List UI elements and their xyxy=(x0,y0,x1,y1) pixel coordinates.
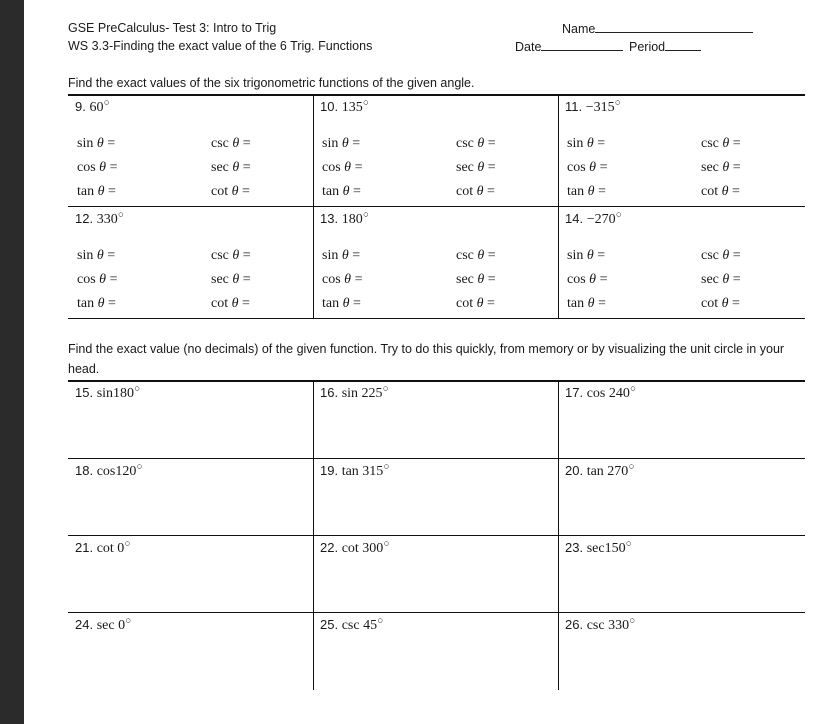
theta-symbol: θ xyxy=(344,272,352,287)
theta-italic xyxy=(344,160,351,175)
theta-italic xyxy=(722,184,729,199)
theta-symbol: θ xyxy=(232,160,240,175)
theta-symbol: θ xyxy=(341,248,349,263)
section2-instruction: Find the exact value (no decimals) of the given function. Try to do this quickly, from memory or by visualizing the unit circle in your head. xyxy=(68,342,785,376)
function-expression: cos120 xyxy=(96,464,137,479)
degree-symbol: ○ xyxy=(125,615,132,627)
theta-symbol: θ xyxy=(342,184,350,199)
function-problem[interactable] xyxy=(565,385,636,402)
theta-symbol: θ xyxy=(97,296,105,311)
problem-label xyxy=(320,99,369,116)
angle-value: 330 xyxy=(96,212,118,227)
function-name: csc xyxy=(456,248,474,263)
equals-sign: = xyxy=(242,248,251,263)
equals-sign: = xyxy=(597,248,606,263)
equals-sign: = xyxy=(108,184,116,199)
function-name: csc xyxy=(701,248,719,263)
theta-symbol: θ xyxy=(477,160,485,175)
equals-sign: = xyxy=(353,184,361,199)
function-name: tan xyxy=(322,184,340,199)
theta-italic xyxy=(342,248,349,263)
function-name: sin xyxy=(77,248,94,263)
equals-sign: = xyxy=(487,296,495,311)
theta-symbol: θ xyxy=(232,272,240,287)
theta-symbol: θ xyxy=(722,160,730,175)
theta-italic xyxy=(98,296,105,311)
theta-italic xyxy=(232,296,239,311)
equals-sign: = xyxy=(109,272,118,287)
course-title: GSE PreCalculus- Test 3: Intro to Trig xyxy=(68,21,277,35)
problem-number: 22. xyxy=(320,540,339,555)
function-problem[interactable] xyxy=(75,540,130,557)
equals-sign: = xyxy=(108,296,116,311)
grid-rule xyxy=(68,318,805,319)
function-name: sin xyxy=(322,248,339,263)
theta-italic xyxy=(232,136,239,151)
grid-rule xyxy=(68,94,805,96)
theta-italic xyxy=(722,160,729,175)
section1-instruction: Find the exact values of the six trigonometric functions of the given angle. xyxy=(68,76,475,90)
function-expression: cos 240 xyxy=(586,386,630,401)
theta-symbol: θ xyxy=(232,136,240,151)
problem-number: 24. xyxy=(75,617,94,632)
theta-italic xyxy=(343,296,350,311)
cos-answer-field[interactable] xyxy=(567,160,607,176)
degree-symbol: ○ xyxy=(362,97,369,109)
worksheet-title: WS 3.3-Finding the exact value of the 6 Trig. Functions xyxy=(68,39,373,53)
equals-sign: = xyxy=(242,272,251,287)
degree-symbol: ○ xyxy=(134,383,141,395)
function-name: tan xyxy=(322,296,340,311)
sin-answer-field[interactable] xyxy=(322,248,360,264)
problem-number: 18. xyxy=(75,463,94,478)
tan-answer-field[interactable] xyxy=(77,184,116,200)
theta-italic xyxy=(589,272,596,287)
theta-symbol: θ xyxy=(721,184,729,199)
period-blank[interactable] xyxy=(665,39,701,51)
function-expression: tan 270 xyxy=(586,464,629,479)
name-field[interactable] xyxy=(562,21,753,37)
theta-italic xyxy=(722,248,729,263)
function-name: sec xyxy=(211,160,229,175)
degree-symbol: ○ xyxy=(383,538,390,550)
function-name: tan xyxy=(77,296,95,311)
theta-symbol: θ xyxy=(722,136,730,151)
function-expression: sin180 xyxy=(96,386,135,401)
equals-sign: = xyxy=(732,160,741,175)
period-field[interactable] xyxy=(629,39,701,55)
equals-sign: = xyxy=(599,160,608,175)
date-blank[interactable] xyxy=(541,39,623,51)
theta-italic xyxy=(342,136,349,151)
equals-sign: = xyxy=(597,136,606,151)
theta-italic xyxy=(477,272,484,287)
left-dark-border xyxy=(0,0,24,724)
problem-number: 13. xyxy=(320,211,339,226)
degree-symbol: ○ xyxy=(383,461,390,473)
function-expression: csc 45 xyxy=(341,618,378,633)
degree-symbol: ○ xyxy=(103,97,110,109)
function-name: csc xyxy=(211,136,229,151)
problem-number: 15. xyxy=(75,385,94,400)
equals-sign: = xyxy=(242,136,251,151)
problem-number: 17. xyxy=(565,385,584,400)
equals-sign: = xyxy=(487,272,496,287)
problem-number: 26. xyxy=(565,617,584,632)
problem-number: 21. xyxy=(75,540,94,555)
degree-symbol: ○ xyxy=(136,461,143,473)
csc-answer-field[interactable] xyxy=(456,136,496,152)
function-name: cos xyxy=(567,160,586,175)
equals-sign: = xyxy=(598,296,606,311)
cot-answer-field[interactable] xyxy=(211,296,250,312)
function-name: cot xyxy=(456,184,474,199)
equals-sign: = xyxy=(598,184,606,199)
problem-number: 20. xyxy=(565,463,584,478)
degree-symbol: ○ xyxy=(362,209,369,221)
equals-sign: = xyxy=(487,160,496,175)
equals-sign: = xyxy=(487,136,496,151)
problem-number: 12. xyxy=(75,211,94,226)
problem-number: 10. xyxy=(320,99,339,114)
theta-symbol: θ xyxy=(99,160,107,175)
angle-value: 60 xyxy=(89,100,104,115)
theta-italic xyxy=(344,272,351,287)
theta-italic xyxy=(587,248,594,263)
problem-number: 11. xyxy=(565,99,583,114)
function-expression: cot 0 xyxy=(96,541,125,556)
grid-rule xyxy=(68,535,805,536)
sin-answer-field[interactable] xyxy=(77,248,115,264)
function-name: sec xyxy=(456,160,474,175)
csc-answer-field[interactable] xyxy=(211,136,251,152)
cos-answer-field[interactable] xyxy=(77,160,117,176)
theta-italic xyxy=(99,160,106,175)
degree-symbol: ○ xyxy=(614,97,621,109)
sec-answer-field[interactable] xyxy=(701,160,741,176)
theta-symbol: θ xyxy=(231,184,239,199)
tan-answer-field[interactable] xyxy=(77,296,116,312)
theta-italic xyxy=(232,248,239,263)
equals-sign: = xyxy=(354,160,363,175)
equals-sign: = xyxy=(732,248,741,263)
function-name: cos xyxy=(77,160,96,175)
theta-symbol: θ xyxy=(97,184,105,199)
theta-symbol: θ xyxy=(342,296,350,311)
theta-italic xyxy=(232,160,239,175)
theta-italic xyxy=(232,272,239,287)
cos-answer-field[interactable] xyxy=(77,272,117,288)
problem-label xyxy=(320,211,369,228)
function-problem[interactable] xyxy=(75,617,131,634)
equals-sign: = xyxy=(599,272,608,287)
sin-answer-field[interactable] xyxy=(567,248,605,264)
theta-italic xyxy=(588,296,595,311)
grid-divider xyxy=(558,380,559,690)
theta-italic xyxy=(98,184,105,199)
theta-symbol: θ xyxy=(231,296,239,311)
equals-sign: = xyxy=(354,272,363,287)
equals-sign: = xyxy=(242,160,251,175)
function-name: cot xyxy=(701,296,719,311)
degree-symbol: ○ xyxy=(625,538,632,550)
equals-sign: = xyxy=(487,248,496,263)
theta-symbol: θ xyxy=(586,136,594,151)
function-name: csc xyxy=(456,136,474,151)
angle-value: −270 xyxy=(586,212,616,227)
function-name: csc xyxy=(211,248,229,263)
theta-italic xyxy=(722,296,729,311)
grid-divider xyxy=(313,94,314,318)
theta-symbol: θ xyxy=(99,272,107,287)
name-blank[interactable] xyxy=(595,21,753,33)
problem-number: 9. xyxy=(75,99,86,114)
theta-italic xyxy=(343,184,350,199)
function-name: cos xyxy=(567,272,586,287)
theta-symbol: θ xyxy=(589,272,597,287)
theta-italic xyxy=(589,160,596,175)
function-problem[interactable] xyxy=(320,385,389,402)
degree-symbol: ○ xyxy=(124,538,131,550)
equals-sign: = xyxy=(732,272,741,287)
csc-answer-field[interactable] xyxy=(456,248,496,264)
theta-italic xyxy=(722,272,729,287)
function-name: cot xyxy=(211,296,229,311)
date-field[interactable] xyxy=(515,39,623,55)
function-name: sin xyxy=(77,136,94,151)
function-problem[interactable] xyxy=(565,540,632,557)
degree-symbol: ○ xyxy=(117,209,124,221)
theta-italic xyxy=(587,136,594,151)
problem-label xyxy=(75,211,124,228)
degree-symbol: ○ xyxy=(382,383,389,395)
problem-number: 25. xyxy=(320,617,339,632)
angle-value: 135 xyxy=(341,100,363,115)
cot-answer-field[interactable] xyxy=(701,184,740,200)
function-name: csc xyxy=(701,136,719,151)
function-name: tan xyxy=(567,184,585,199)
theta-symbol: θ xyxy=(587,296,595,311)
csc-answer-field[interactable] xyxy=(701,248,741,264)
problem-label xyxy=(565,211,622,228)
problem-number: 14. xyxy=(565,211,584,226)
sec-answer-field[interactable] xyxy=(456,272,496,288)
function-expression: sec150 xyxy=(586,541,626,556)
theta-italic xyxy=(477,296,484,311)
cot-answer-field[interactable] xyxy=(456,184,495,200)
function-name: tan xyxy=(77,184,95,199)
cos-answer-field[interactable] xyxy=(322,272,362,288)
function-name: cos xyxy=(322,272,341,287)
theta-symbol: θ xyxy=(477,248,485,263)
problem-number: 16. xyxy=(320,385,339,400)
theta-symbol: θ xyxy=(477,136,485,151)
degree-symbol: ○ xyxy=(628,461,635,473)
theta-italic xyxy=(477,136,484,151)
function-expression: sin 225 xyxy=(341,386,383,401)
date-label: Date xyxy=(515,40,542,54)
tan-answer-field[interactable] xyxy=(322,184,361,200)
angle-value: 180 xyxy=(341,212,363,227)
function-expression: csc 330 xyxy=(586,618,630,633)
tan-answer-field[interactable] xyxy=(567,296,606,312)
sin-answer-field[interactable] xyxy=(322,136,360,152)
cot-answer-field[interactable] xyxy=(211,184,250,200)
theta-italic xyxy=(99,272,106,287)
problem-number: 23. xyxy=(565,540,584,555)
cot-answer-field[interactable] xyxy=(701,296,740,312)
angle-value: −315 xyxy=(585,100,615,115)
function-problem[interactable] xyxy=(320,463,389,480)
function-name: sec xyxy=(701,272,719,287)
equals-sign: = xyxy=(107,136,116,151)
theta-symbol: θ xyxy=(96,136,104,151)
function-name: tan xyxy=(567,296,585,311)
function-expression: cot 300 xyxy=(341,541,384,556)
equals-sign: = xyxy=(732,136,741,151)
csc-answer-field[interactable] xyxy=(701,136,741,152)
theta-italic xyxy=(97,136,104,151)
tan-answer-field[interactable] xyxy=(322,296,361,312)
grid-divider xyxy=(558,94,559,318)
function-name: cos xyxy=(77,272,96,287)
sec-answer-field[interactable] xyxy=(456,160,496,176)
function-problem[interactable] xyxy=(75,385,140,402)
equals-sign: = xyxy=(487,184,495,199)
degree-symbol: ○ xyxy=(629,383,636,395)
equals-sign: = xyxy=(732,296,740,311)
sin-answer-field[interactable] xyxy=(567,136,605,152)
sec-answer-field[interactable] xyxy=(701,272,741,288)
function-name: sec xyxy=(456,272,474,287)
theta-symbol: θ xyxy=(722,272,730,287)
csc-answer-field[interactable] xyxy=(211,248,251,264)
grid-divider xyxy=(313,380,314,690)
sec-answer-field[interactable] xyxy=(211,160,251,176)
degree-symbol: ○ xyxy=(615,209,622,221)
problem-number: 19. xyxy=(320,463,339,478)
degree-symbol: ○ xyxy=(377,615,384,627)
theta-symbol: θ xyxy=(96,248,104,263)
theta-symbol: θ xyxy=(722,248,730,263)
theta-symbol: θ xyxy=(587,184,595,199)
function-problem[interactable] xyxy=(75,463,142,480)
function-name: sin xyxy=(567,136,584,151)
theta-symbol: θ xyxy=(232,248,240,263)
theta-italic xyxy=(722,136,729,151)
theta-italic xyxy=(477,248,484,263)
equals-sign: = xyxy=(732,184,740,199)
function-problem[interactable] xyxy=(320,617,383,634)
function-problem[interactable] xyxy=(565,463,634,480)
theta-italic xyxy=(97,248,104,263)
function-name: cot xyxy=(456,296,474,311)
function-name: cot xyxy=(211,184,229,199)
sec-answer-field[interactable] xyxy=(211,272,251,288)
theta-symbol: θ xyxy=(344,160,352,175)
function-problem[interactable] xyxy=(320,540,389,557)
function-name: sin xyxy=(567,248,584,263)
grid-rule xyxy=(68,612,805,613)
cos-answer-field[interactable] xyxy=(322,160,362,176)
degree-symbol: ○ xyxy=(629,615,636,627)
grid-rule xyxy=(68,458,805,459)
function-name: sin xyxy=(322,136,339,151)
theta-symbol: θ xyxy=(721,296,729,311)
grid-rule xyxy=(68,380,805,382)
problem-label xyxy=(565,99,621,116)
equals-sign: = xyxy=(109,160,118,175)
function-name: sec xyxy=(701,160,719,175)
equals-sign: = xyxy=(107,248,116,263)
function-problem[interactable] xyxy=(565,617,635,634)
cot-answer-field[interactable] xyxy=(456,296,495,312)
function-name: cot xyxy=(701,184,719,199)
problem-label xyxy=(75,99,110,116)
equals-sign: = xyxy=(242,296,250,311)
theta-italic xyxy=(588,184,595,199)
theta-symbol: θ xyxy=(476,296,484,311)
theta-italic xyxy=(477,160,484,175)
tan-answer-field[interactable] xyxy=(567,184,606,200)
theta-symbol: θ xyxy=(476,184,484,199)
function-expression: sec 0 xyxy=(96,618,126,633)
theta-symbol: θ xyxy=(477,272,485,287)
theta-italic xyxy=(232,184,239,199)
theta-symbol: θ xyxy=(341,136,349,151)
function-name: sec xyxy=(211,272,229,287)
period-label: Period xyxy=(629,40,666,54)
equals-sign: = xyxy=(352,248,361,263)
cos-answer-field[interactable] xyxy=(567,272,607,288)
theta-symbol: θ xyxy=(589,160,597,175)
name-label: Name xyxy=(562,22,596,36)
theta-italic xyxy=(477,184,484,199)
theta-symbol: θ xyxy=(586,248,594,263)
equals-sign: = xyxy=(353,296,361,311)
grid-rule xyxy=(68,206,805,207)
function-name: cos xyxy=(322,160,341,175)
function-expression: tan 315 xyxy=(341,464,384,479)
equals-sign: = xyxy=(242,184,250,199)
equals-sign: = xyxy=(352,136,361,151)
sin-answer-field[interactable] xyxy=(77,136,115,152)
